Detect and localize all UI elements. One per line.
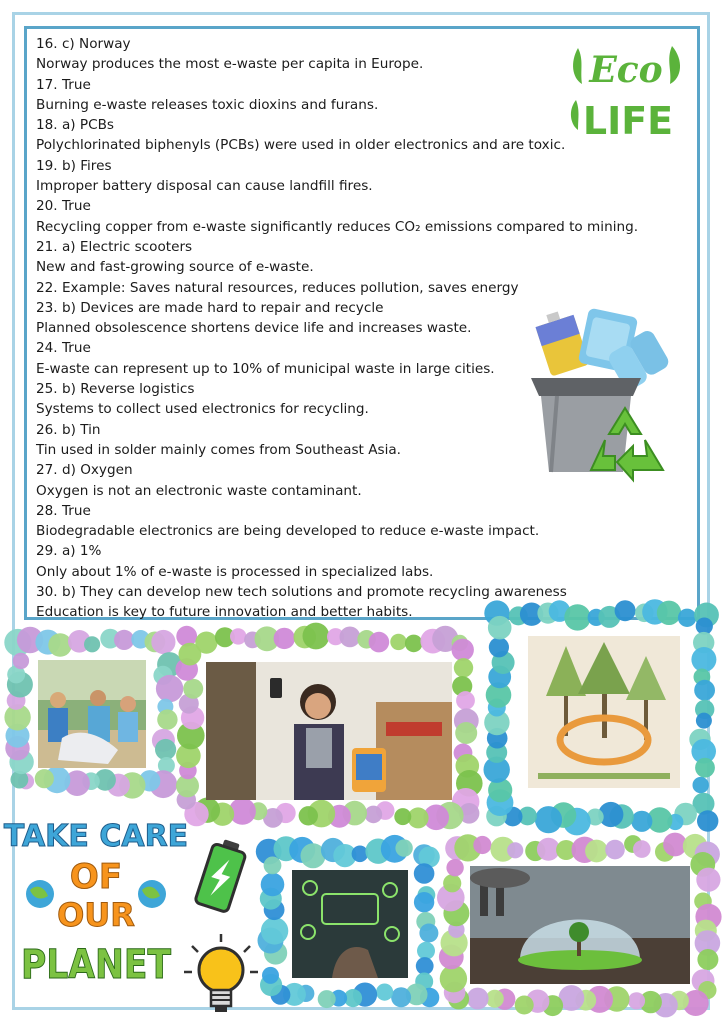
- bubble-dot: [416, 957, 434, 975]
- battery-recycling-bin-illustration: [527, 300, 687, 490]
- bubble-dot: [395, 839, 412, 856]
- bubble-dot: [419, 924, 438, 943]
- bubble-dot: [84, 636, 100, 652]
- bubble-dot: [515, 996, 534, 1015]
- bubble-dot: [155, 739, 176, 760]
- answer-line: Polychlorinated biphenyls (PCBs) were used in older electronics and are toxic.: [36, 137, 566, 154]
- bubble-dot: [657, 601, 681, 625]
- bubble-dot: [564, 604, 590, 630]
- bubble-dot: [694, 680, 715, 701]
- eco-life-logo: [566, 38, 686, 143]
- answer-line: New and fast-growing source of e-waste.: [36, 259, 314, 276]
- photo-woman-selfie-with-gadget: [206, 662, 452, 800]
- bubble-dot: [303, 623, 330, 650]
- bubble-dot: [157, 709, 177, 729]
- answer-line: 20. True: [36, 198, 91, 215]
- take-care-of-our-planet-poster: [3, 812, 189, 994]
- bubble-dot: [695, 758, 715, 778]
- answer-line: Burning e-waste releases toxic dioxins and furans.: [36, 96, 379, 113]
- bubble-dot: [454, 658, 473, 677]
- bubble-dot: [318, 990, 336, 1008]
- bubble-dot: [262, 967, 279, 984]
- answer-line: 18. a) PCBs: [36, 117, 114, 134]
- photo-glass-dome-tree: [470, 866, 690, 984]
- answer-line: 22. Example: Saves natural resources, reduces pollution, saves energy: [36, 279, 519, 296]
- answer-line: Tin used in solder mainly comes from Southeast Asia.: [36, 441, 402, 458]
- bubble-dot: [456, 691, 475, 710]
- answer-line: 27. d) Oxygen: [36, 462, 133, 479]
- bubble-dot: [264, 857, 282, 875]
- answer-line: 19. b) Fires: [36, 157, 112, 174]
- bubble-dot: [507, 842, 523, 858]
- answer-line: Biodegradable electronics are being developed to reduce e-waste impact.: [36, 523, 540, 540]
- answer-line: Planned obsolescence shortens device life and increases waste.: [36, 320, 472, 337]
- bubble-dot: [628, 992, 645, 1009]
- light-bulb-icon: [182, 932, 260, 1016]
- bubble-dot: [697, 810, 718, 831]
- poster-line-planet: PLANET: [21, 942, 172, 988]
- poster-line-our: OUR: [57, 896, 135, 934]
- bubble-dot: [489, 637, 509, 657]
- bubble-dot: [274, 628, 295, 649]
- bubble-dot: [390, 634, 406, 650]
- bubble-dot: [633, 840, 651, 858]
- bubble-dot: [488, 616, 512, 640]
- answer-line: 29. a) 1%: [36, 543, 102, 560]
- bubble-dot: [394, 808, 411, 825]
- answer-line: Improper battery disposal can cause landfill fires.: [36, 178, 373, 195]
- bubble-dot: [605, 840, 625, 860]
- photo-hand-eco-tech-icons: [292, 870, 408, 978]
- poster-line-of: OF: [69, 857, 123, 897]
- bubble-dot: [48, 633, 72, 657]
- answer-line: 17. True: [36, 76, 91, 93]
- bubble-dot: [376, 984, 393, 1001]
- logo-life-text: LIFE: [582, 99, 674, 143]
- bubble-dot: [693, 777, 709, 793]
- answer-line: Education is key to future innovation and better habits.: [36, 604, 413, 621]
- bubble-dot: [35, 769, 54, 788]
- bubble-dot: [631, 811, 652, 832]
- answer-line: 28. True: [36, 502, 91, 519]
- bubble-dot: [455, 722, 477, 744]
- battery-charging-icon: [192, 836, 250, 916]
- bubble-dot: [405, 635, 423, 653]
- logo-eco-text: Eco: [589, 49, 663, 91]
- bubble-dot: [261, 917, 288, 944]
- answer-line: Oxygen is not an electronic waste contaminant.: [36, 482, 362, 499]
- answer-line: Norway produces the most e-waste per capita in Europe.: [36, 56, 424, 73]
- bubble-dot: [414, 863, 435, 884]
- bubble-dot: [151, 630, 175, 654]
- answer-line: 23. b) Devices are made hard to repair and recycle: [36, 299, 384, 316]
- bubble-dot: [535, 806, 562, 833]
- bubble-dot: [417, 942, 435, 960]
- answer-line: 16. c) Norway: [36, 36, 131, 52]
- bubble-dot: [114, 630, 134, 650]
- bubble-dot: [691, 647, 716, 672]
- bubble-dot: [585, 840, 608, 863]
- answer-line: 21. a) Electric scooters: [36, 238, 193, 255]
- answer-line: 26. b) Tin: [36, 421, 101, 438]
- bubble-dot: [340, 627, 361, 648]
- bubble-dot: [446, 859, 463, 876]
- bubble-dot: [467, 988, 489, 1010]
- answer-line: 30. b) They can develop new tech solutions and promote recycling awareness: [36, 584, 567, 601]
- answer-line: 25. b) Reverse logistics: [36, 381, 195, 398]
- bubble-dot: [261, 873, 285, 897]
- bubble-dot: [615, 600, 636, 621]
- answer-line: Recycling copper from e-waste significantly reduces CO₂ emissions compared to mining.: [36, 218, 639, 235]
- photo-people-circle-trees: [528, 636, 680, 788]
- answer-line: Systems to collect used electronics for recycling.: [36, 401, 369, 418]
- bubble-dot: [369, 632, 390, 653]
- answer-line: Only about 1% of e-waste is processed in specialized labs.: [36, 563, 434, 580]
- bubble-dot: [678, 609, 696, 627]
- bubble-dot: [697, 949, 718, 970]
- answer-line: E-waste can represent up to 10% of municipal waste in large cities.: [36, 360, 495, 377]
- bubble-dot: [230, 628, 246, 644]
- photo-volunteers-cleaning: [38, 660, 146, 768]
- bubble-dot: [696, 868, 720, 892]
- bubble-dot: [299, 806, 318, 825]
- bubble-dot: [183, 679, 203, 699]
- bubble-dot: [452, 639, 474, 661]
- poster-line-take-care: TAKE CARE: [3, 819, 189, 854]
- bubble-dot: [179, 643, 202, 666]
- bubble-dot: [443, 874, 461, 892]
- answer-line: 24. True: [36, 340, 91, 357]
- bubble-dot: [414, 892, 434, 912]
- bubble-dot: [696, 713, 712, 729]
- bubble-dot: [365, 806, 383, 824]
- bubble-dot: [13, 653, 29, 669]
- bubble-dot: [391, 987, 411, 1007]
- bubble-dot: [473, 836, 491, 854]
